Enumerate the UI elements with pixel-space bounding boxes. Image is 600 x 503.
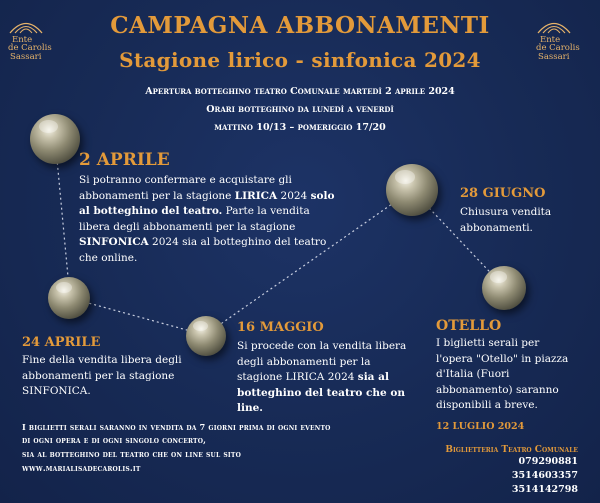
event-text-june28: Chiusura vendita abbonamenti. xyxy=(460,206,552,234)
footer-website-link[interactable]: www.marialisadecarolis.it xyxy=(22,463,141,473)
bold-segment: sia al botteghino del teatro che on line. xyxy=(237,371,406,414)
event-title-otello: OTELLO xyxy=(436,318,502,334)
timeline-sphere-1 xyxy=(30,114,80,164)
bold-segment: SINFONICA xyxy=(79,236,149,248)
timeline-sphere-2 xyxy=(48,277,90,319)
phone-number[interactable]: 3514603357 xyxy=(511,470,578,481)
bold-segment: LIRICA xyxy=(234,189,278,202)
logo-line-3: Sassari xyxy=(538,52,570,62)
event-date-may16: 16 MAGGIO xyxy=(237,320,324,335)
event-text-may16 xyxy=(237,339,407,417)
text-segment: 2024 sia al botteghino del teatro che online. xyxy=(79,236,327,264)
main-title: CAMPAGNA ABBONAMENTI xyxy=(110,12,490,39)
logo-line-2: de Carolis xyxy=(8,43,52,53)
text-segment: Si procede con la vendita libera degli abbonamenti per la stagione LIRICA 2024 xyxy=(237,340,407,383)
bold-segment: solo al botteghino del teatro. xyxy=(79,189,335,217)
phone-number[interactable]: 3514142798 xyxy=(511,484,578,495)
event-date-april2: 2 APRILE xyxy=(79,150,170,170)
contacts-block xyxy=(445,445,578,497)
connector-2 xyxy=(70,298,205,335)
event-date-otello: 12 LUGLIO 2024 xyxy=(436,421,525,432)
phone-number[interactable]: 079290881 xyxy=(518,456,578,467)
text-segment: Si potranno confermare e acquistare gli abbonamenti per la stagione xyxy=(79,174,292,202)
logo-line-1: Ente xyxy=(540,35,561,45)
event-text-otello: I biglietti serali per l'opera "Otello" in piazza d'Italia (Fuori abbonamento) saranno disponibili a breve. xyxy=(436,337,569,411)
event-date-april24: 24 APRILE xyxy=(22,335,101,350)
footer-line-2: di ogni opera e di ogni singolo concerto, xyxy=(22,435,207,445)
info-line-3: mattino 10/13 – pomeriggio 17/20 xyxy=(214,122,386,133)
contacts-heading: Biglietteria Teatro Comunale xyxy=(445,445,578,455)
event-text-april24: Fine della vendita libera degli abbonamenti per la stagione SINFONICA. xyxy=(22,354,182,397)
subtitle: Stagione lirico - sinfonica 2024 xyxy=(119,48,481,72)
event-date-june28: 28 GIUGNO xyxy=(460,186,546,201)
timeline-sphere-3 xyxy=(186,316,226,356)
logo-line-2: de Carolis xyxy=(536,43,580,53)
logo-line-1: Ente xyxy=(12,35,33,45)
footer-line-1: I biglietti serali saranno in vendita da 7 giorni prima di ogni evento xyxy=(22,422,331,432)
timeline-sphere-5 xyxy=(482,266,526,310)
footer-line-3: sia al botteghino del teatro che on line sul sito xyxy=(22,449,242,459)
info-line-2: Orari botteghino da lunedì a venerdì xyxy=(206,104,394,115)
timeline-sphere-4 xyxy=(386,164,438,216)
event-text-april2 xyxy=(79,173,341,266)
text-segment: Parte la vendita libera degli abbonamenti per la stagione xyxy=(79,205,310,233)
text-segment: 2024 xyxy=(277,189,311,202)
logo-line-3: Sassari xyxy=(10,52,42,62)
info-line-1: Apertura botteghino teatro Comunale martedì 2 aprile 2024 xyxy=(145,86,455,97)
